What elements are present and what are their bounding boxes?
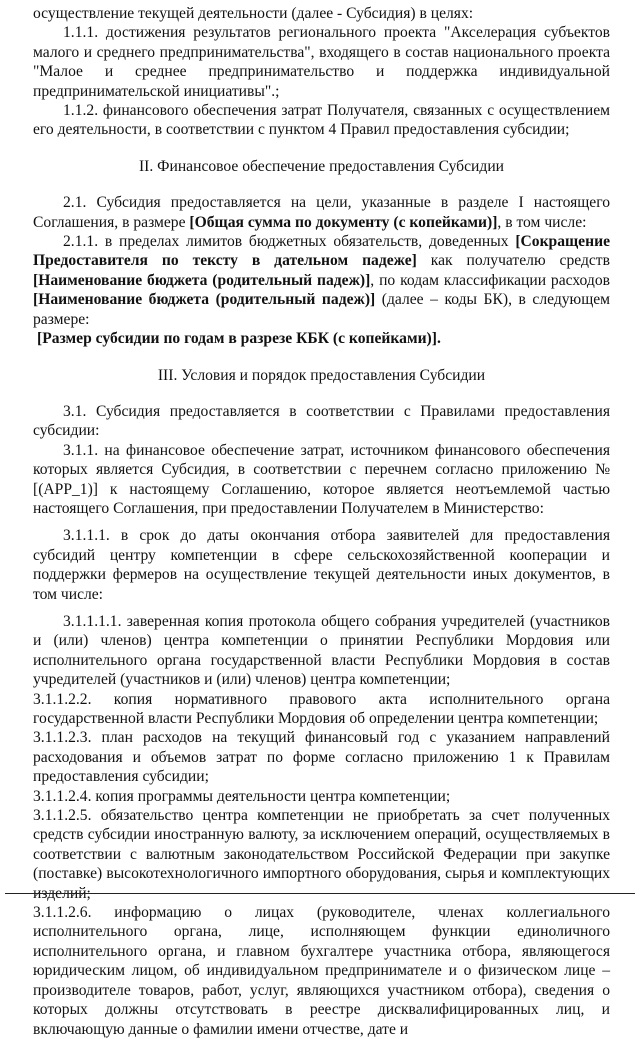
template-field-budget-name: [Наименование бюджета (родительный падеж)] <box>33 271 371 289</box>
section-heading-2: II. Финансовое обеспечение предоставления Субсидии <box>138 157 505 175</box>
template-field-budget-name-2: [Наименование бюджета (родительный падеж)] <box>33 291 376 309</box>
paragraph-3-1-1-2-6: 3.1.1.2.6. информацию о лицах (руководителе, членах коллегиального исполнительного органа, лице, исполняющем функции единоличного исполнительного органа, и главном бухгалтере участника отбора, являющегося юридическим лицом, об индивидуальном предпринимателе и о физическом лице – производителе товаров, работ, услуг, являющихся участником отбора), сведения о которых должны отсутствовать в реестре дисквалифицированных лиц, и включающую данные о фамилии имени отчестве, дате и <box>33 904 610 1038</box>
paragraph-intro: осуществление текущей деятельности (далее - Субсидия) в целях: <box>33 5 474 22</box>
paragraph-3-1-1-1: 3.1.1.1. в срок до даты окончания отбора заявителей для предоставления субсидий центру компетенции в сфере сельскохозяйственной кооперации и поддержки фермеров на осуществление текущей деятельности иных документов, в том числе: <box>33 527 610 603</box>
paragraph-3-1-1-2-3: 3.1.1.2.3. план расходов на текущий финансовый год с указанием направлений расходования и объемов затрат по форме согласно приложению 1 к Правилам предоставления субсидии; <box>33 729 610 786</box>
paragraph-1-1-1: 1.1.1. достижения результатов регионального проекта "Акселерация субъектов малого и среднего предпринимательства", входящего в состав национального проекта "Малое и среднее предпринимательство и поддержка индивидуальной предпринимательской инициативы".; <box>33 24 610 100</box>
paragraph-3-1-1-2-2: 3.1.1.2.2. копия нормативного правового акта исполнительного органа государственной власти Республики Мордовия об определении центра компетенции; <box>33 690 610 727</box>
template-field-subsidy-by-year <box>33 329 610 348</box>
paragraph-3-1-1-2-4: 3.1.1.2.4. копия программы деятельности центра компетенции; <box>33 787 451 805</box>
paragraph-3-1-1-2-5: 3.1.1.2.5. обязательство центра компетенции не приобретать за счет полученных средств субсидии иностранную валюту, за исключением операций, осуществляемых в соответствии с валютным законодательством Российской Федерации при закупке (поставке) высокотехнологичного импортного оборудования, сырья и комплектующих изделий; <box>33 807 610 902</box>
template-field-provider: [Сокращение Предоставителя по тексту в дательном падеже] <box>33 233 610 270</box>
template-field-total-sum: [Общая сумма по документу (с копейками)] <box>189 213 498 231</box>
text-segment: (далее – коды БК), в следующем размере: <box>33 291 610 328</box>
paragraph-3-1: 3.1. Субсидия предоставляется в соответствии с Правилами предоставления субсидии: <box>33 402 610 440</box>
text-segment: 2.1.1. в пределах лимитов бюджетных обязательств, доведенных <box>63 233 516 251</box>
text-segment: , в том числе: <box>497 213 587 231</box>
paragraph-3-1-1: 3.1.1. на финансовое обеспечение затрат, источником финансового обеспечения которых является Субсидия, в соответствии с перечнем согласно приложению № [(APP_1)] к настоящему Соглашению, которое является неотъемлемой частью настоящего Соглашения, при предоставлении Получателем в Министерство: <box>33 441 610 517</box>
paragraph-2-1-1 <box>33 232 610 329</box>
paragraph-1-1-2: 1.1.2. финансового обеспечения затрат Получателя, связанных с осуществлением его деятельности, в соответствии с пунктом 4 Правил предоставления субсидии; <box>33 102 610 139</box>
text-segment: , по кодам классификации расходов <box>370 271 610 289</box>
page-bottom-rule <box>5 893 635 894</box>
section-heading-3: III. Условия и порядок предоставления Субсидии <box>157 366 486 384</box>
paragraph-3-1-1-1-1: 3.1.1.1.1. заверенная копия протокола общего собрания учредителей (участников и (или) членов) центра компетенции о принятии Республики Мордовия или исполнительного органа государственной власти Республики Мордовия в состав учредителей (участников и (или) членов) центра компетенции; <box>33 612 610 689</box>
template-field-subsidy-text: [Размер субсидии по годам в разрезе КБК (с копейками)]. <box>37 330 441 348</box>
text-segment: 2.1. Субсидия предоставляется на цели, указанные в разделе I настоящего Соглашения, в размере <box>33 194 610 231</box>
text-segment: как получателю средств <box>416 252 610 270</box>
paragraph-2-1 <box>33 193 610 232</box>
